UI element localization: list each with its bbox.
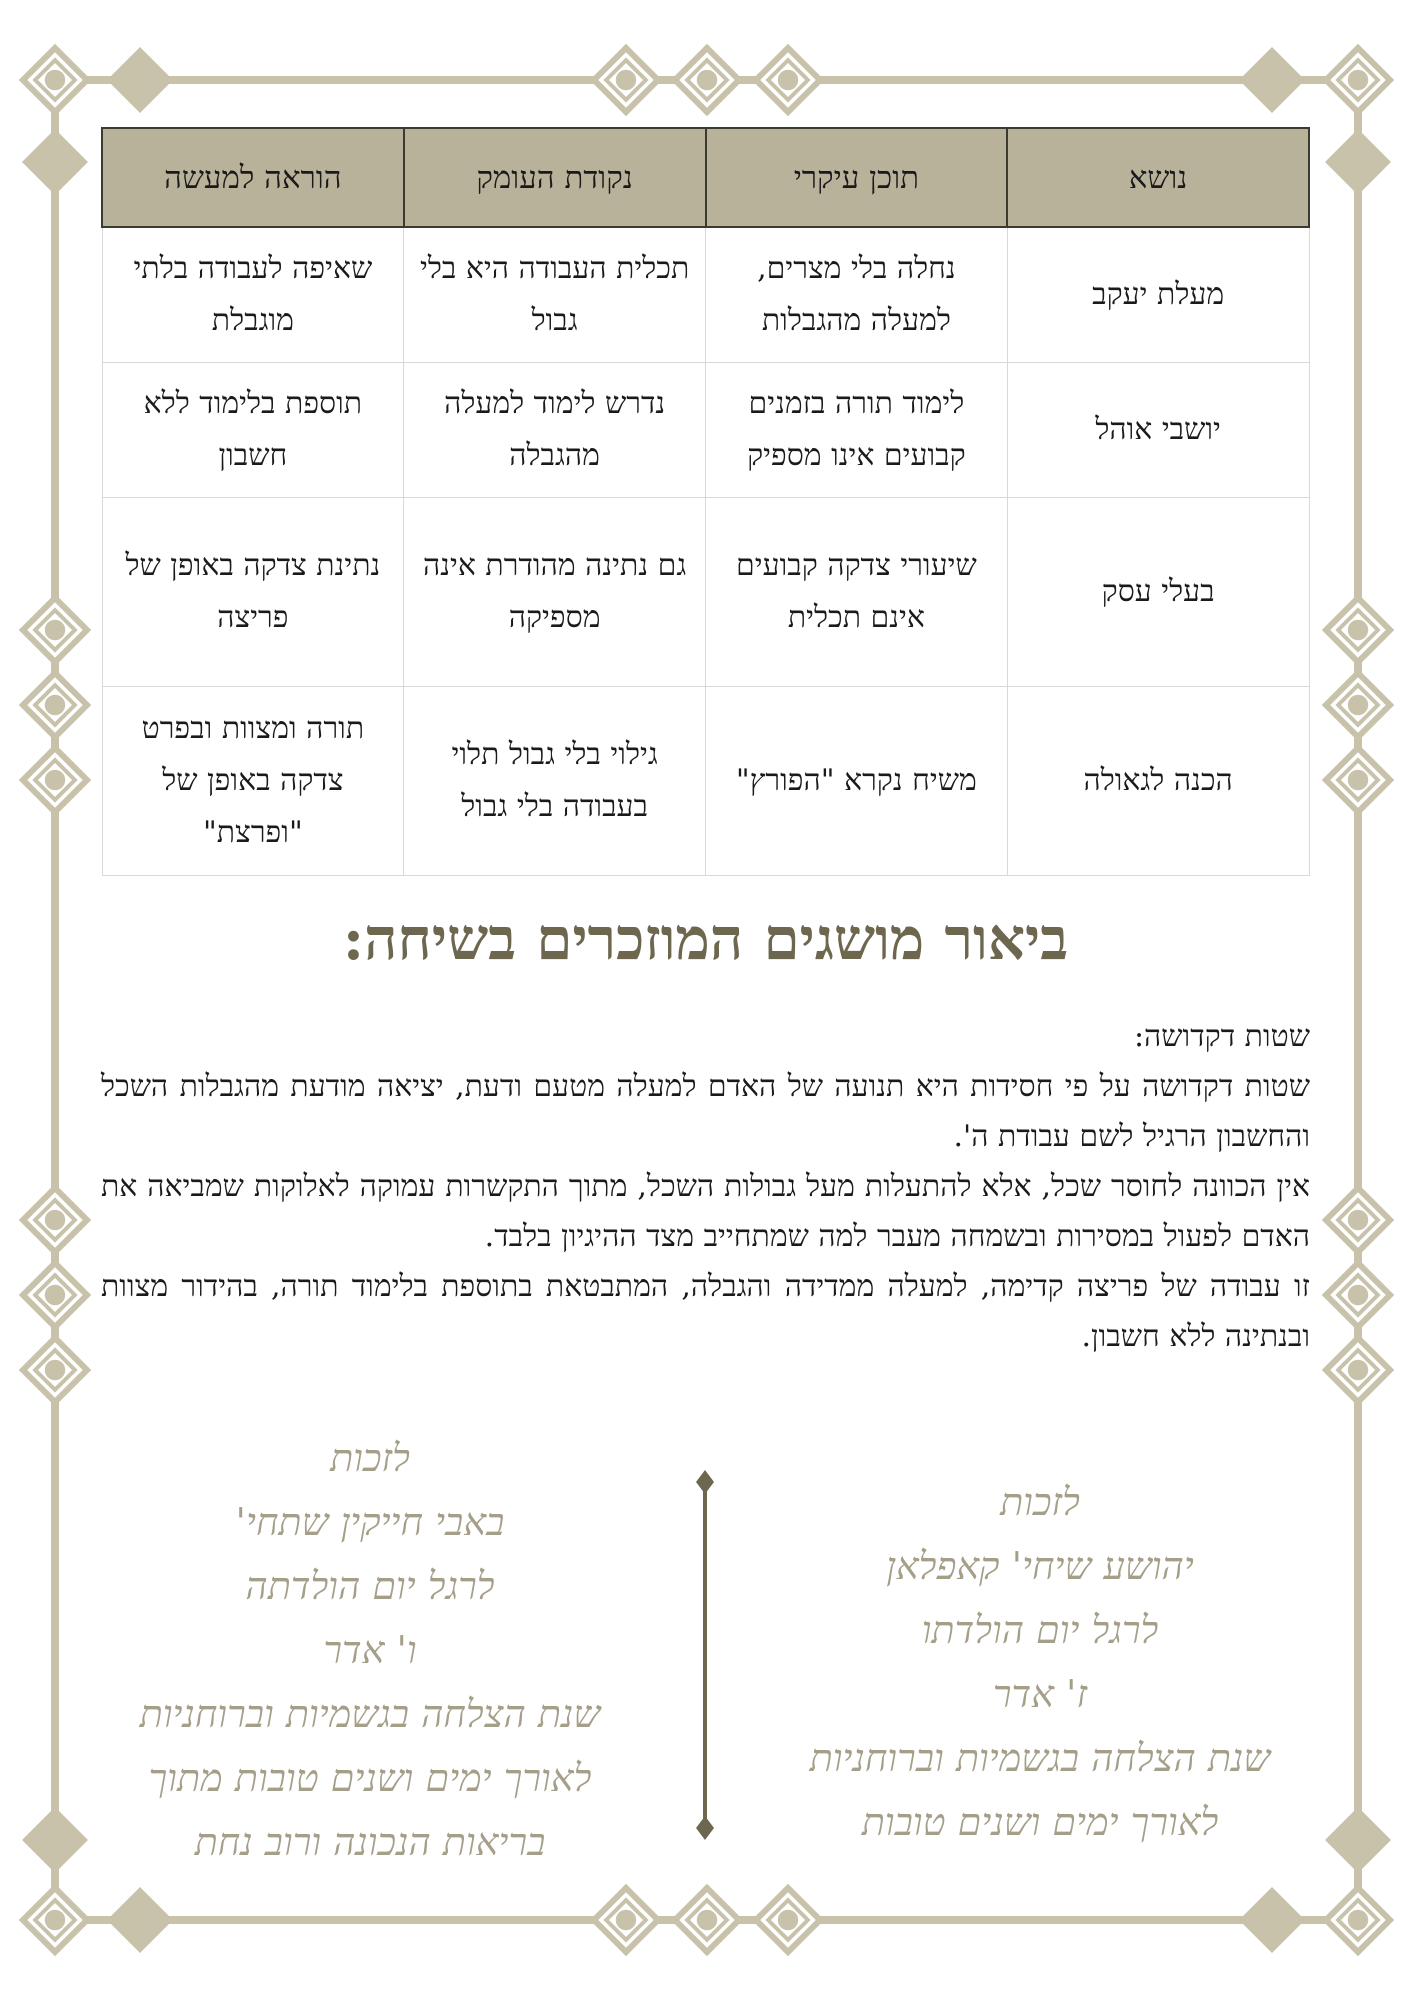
frame-diamond <box>107 1887 173 1953</box>
table-row <box>102 363 1309 498</box>
summary-table <box>101 127 1310 876</box>
table-cell: הכנה לגאולה <box>1007 687 1309 876</box>
frame-ring-ornament <box>23 48 87 112</box>
dedication-line: ו' אדר <box>323 1628 417 1672</box>
frame-ring-ornament <box>594 1888 658 1952</box>
explanation-text <box>101 1012 1310 1362</box>
dedication-line: שנת הצלחה בגשמיות וברוחניות <box>139 1692 601 1736</box>
explanation-paragraph: זו עבודה של פריצה קדימה, למעלה ממדידה והגבלה, המתבטאת בתוספת בלימוד תורה, בהידור מצוות ובנתינה ללא חשבון. <box>101 1269 1310 1354</box>
table-cell: גם נתינה מהודרת אינה מספיקה <box>404 498 706 687</box>
dedication-line: לזכות <box>1000 1480 1080 1524</box>
frame-diamond <box>1239 47 1305 113</box>
header-cell-depth-point: נקודת העומק <box>404 128 706 227</box>
frame-ring-ornament <box>756 48 820 112</box>
dedication-line: באבי חייקין שתחי' <box>235 1500 505 1544</box>
explanation-paragraph: שטות דקדושה על פי חסידות היא תנועה של האדם למעלה מטעם ודעת, יציאה מודעת מהגבלות השכל והחשבון הרגיל לשם עבודת ה'. <box>101 1069 1310 1154</box>
table-row <box>102 498 1309 687</box>
table-cell: משיח נקרא "הפורץ" <box>706 687 1008 876</box>
table-cell: נדרש לימוד למעלה מהגבלה <box>404 363 706 498</box>
dedication-line: לרגל יום הולדתו <box>921 1608 1159 1652</box>
frame-ring-ornament <box>675 1888 739 1952</box>
frame-ring-ornament <box>1326 48 1390 112</box>
frame-ring-ornament <box>23 1338 87 1402</box>
table-cell: שיעורי צדקה קבועים אינם תכלית <box>706 498 1008 687</box>
frame-ring-ornament <box>756 1888 820 1952</box>
table-cell: בעלי עסק <box>1007 498 1309 687</box>
table-header-row <box>102 128 1309 227</box>
dedication-line: יהושע שיחי' קאפלאן <box>886 1544 1194 1588</box>
table-cell: מעלת יעקב <box>1007 227 1309 363</box>
table-cell: תכלית העבודה היא בלי גבול <box>404 227 706 363</box>
frame-ring-ornament <box>1326 1338 1390 1402</box>
table-cell: לימוד תורה בזמנים קבועים אינו מספיק <box>706 363 1008 498</box>
header-cell-practical-lesson: הוראה למעשה <box>102 128 404 227</box>
table-cell: גילוי בלי גבול תלוי בעבודה בלי גבול <box>404 687 706 876</box>
table-cell: תוספת בלימוד ללא חשבון <box>102 363 404 498</box>
dedication-line: לרגל יום הולדתה <box>245 1564 495 1608</box>
dedication-left <box>55 1426 685 1874</box>
table-cell: תורה ומצוות ובפרט צדקה באופן של "ופרצת" <box>102 687 404 876</box>
frame-diamond <box>1325 129 1391 195</box>
frame-ring-ornament <box>675 48 739 112</box>
dedication-line: לאורך ימים ושנים טובות <box>861 1800 1219 1844</box>
dedication-right <box>755 1470 1325 1854</box>
frame-ring-ornament <box>1326 673 1390 737</box>
frame-ring-ornament <box>23 598 87 662</box>
header-cell-main-content: תוכן עיקרי <box>706 128 1008 227</box>
term-label: שטות דקדושה: <box>1133 1019 1310 1054</box>
frame-diamond <box>107 47 173 113</box>
table-row <box>102 687 1309 876</box>
frame-ring-ornament <box>23 1188 87 1252</box>
frame-diamond <box>22 129 88 195</box>
dedication-line: בריאות הנכונה ורוב נחת <box>194 1820 546 1864</box>
frame-ring-ornament <box>1326 598 1390 662</box>
frame-ring-ornament <box>1326 1888 1390 1952</box>
frame-ring-ornament <box>594 48 658 112</box>
dedication-line: ז' אדר <box>992 1672 1088 1716</box>
dedication-line: שנת הצלחה בגשמיות וברוחניות <box>809 1736 1271 1780</box>
frame-diamond <box>1239 1887 1305 1953</box>
frame-ring-ornament <box>23 748 87 812</box>
explanation-paragraph: אין הכוונה לחוסר שכל, אלא להתעלות מעל גבולות השכל, מתוך התקשרות עמוקה לאלוקות שמביאה את האדם לפעול במסירות ובשמחה מעבר למה שמתחייב מצד ההיגיון בלבד. <box>101 1169 1310 1254</box>
section-heading: ביאור מושגים המוזכרים בשיחה: <box>342 905 1069 973</box>
frame-ring-ornament <box>1326 1263 1390 1327</box>
frame-ring-ornament <box>23 1888 87 1952</box>
frame-diamond <box>1325 1807 1391 1873</box>
table-cell: נתינת צדקה באופן של פריצה <box>102 498 404 687</box>
table-cell: יושבי אוהל <box>1007 363 1309 498</box>
dedication-line: לזכות <box>330 1436 410 1480</box>
frame-ring-ornament <box>1326 1188 1390 1252</box>
header-cell-topic: נושא <box>1007 128 1309 227</box>
dedication-divider <box>690 1470 720 1840</box>
dedication-line: לאורך ימים ושנים טובות מתוך <box>148 1756 592 1800</box>
table-row <box>102 227 1309 363</box>
table-cell: שאיפה לעבודה בלתי מוגבלת <box>102 227 404 363</box>
table-cell: נחלה בלי מצרים, למעלה מהגבלות <box>706 227 1008 363</box>
frame-ring-ornament <box>23 1263 87 1327</box>
frame-ring-ornament <box>1326 748 1390 812</box>
frame-ring-ornament <box>23 673 87 737</box>
